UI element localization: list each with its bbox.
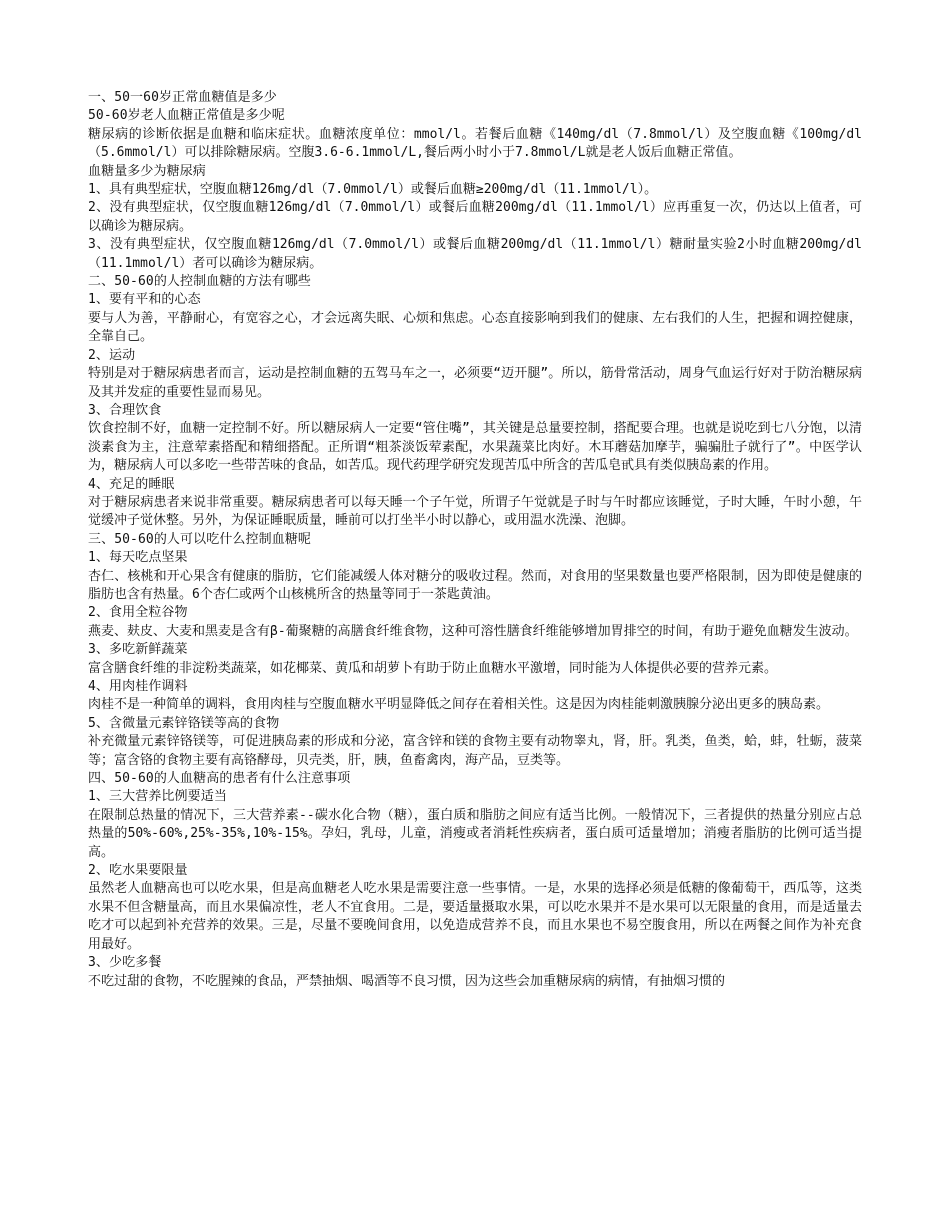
subheading-small-meals: 3、少吃多餐 <box>88 955 162 971</box>
subheading-fruit-limit: 2、吃水果要限量 <box>88 863 188 879</box>
section-heading-4: 四、50-60的人血糖高的患者有什么注意事项 <box>88 771 351 787</box>
subheading-trace-elements: 5、含微量元素锌铬镁等高的食物 <box>88 715 280 731</box>
paragraph-sleep: 对于糖尿病患者来说非常重要。糖尿病患者可以每天睡一个子午觉，所谓子午觉就是子时与午时都应该睡觉，子时大睡，午时小憩，午觉缓冲子觉休整。另外，为保证睡眠质量，睡前可以打坐半小时以静心，或用温水洗澡、泡脚。 <box>88 494 862 529</box>
paragraph-nutrient-ratio: 在限制总热量的情况下，三大营养素--碳水化合物（糖），蛋白质和脂肪之间应有适当比例。一般情况下，三者提供的热量分别应占总热量的50%-60%,25%-35%,10%-15%。孕妇，乳母，儿童，消瘦或者消耗性疾病者，蛋白质可适量增加；消瘦者脂肪的比例可适当提高。 <box>88 807 862 860</box>
paragraph-nuts: 杏仁、核桃和开心果含有健康的脂肪，它们能减缓人体对糖分的吸收过程。然而，对食用的坚果数量也要严格限制，因为即使是健康的脂肪也含有热量。6个杏仁或两个山核桃所含的热量等同于一茶匙黄油。 <box>88 568 862 602</box>
list-item-criteria-3: 3、没有典型症状，仅空腹血糖126mg/dl（7.0mmol/l）或餐后血糖200mg/dl（11.1mmol/l）糖耐量实验2小时血糖200mg/dl（11.1mmol/l）者可以确诊为糖尿病。 <box>88 237 862 271</box>
subheading-diabetes-threshold: 血糖量多少为糖尿病 <box>88 163 206 179</box>
subheading-normal-value: 50-60岁老人血糖正常值是多少呢 <box>88 108 285 124</box>
subheading-nutrient-ratio: 1、三大营养比例要适当 <box>88 789 227 805</box>
subheading-cinnamon: 4、用肉桂作调料 <box>88 679 188 694</box>
paragraph-fruit-limit: 虽然老人血糖高也可以吃水果，但是高血糖老人吃水果是需要注意一些事情。一是，水果的选择必须是低糖的像葡萄干，西瓜等，这类水果不但含糖量高，而且水果偏凉性，老人不宜食用。二是，要适量摄取水果，可以吃水果并不是水果可以无限量的食用，而是适量去吃才可以起到补充营养的效果。三是，尽量不要晚间食用，以免造成营养不良，而且水果也不易空腹食用，所以在两餐之间作为补充食用最好。 <box>88 881 862 952</box>
paragraph-vegetables: 富含膳食纤维的非淀粉类蔬菜，如花椰菜、黄瓜和胡萝卜有助于防止血糖水平激增，同时能为人体提供必要的营养元素。 <box>88 660 778 676</box>
paragraph-trace-elements: 补充微量元素锌铬镁等，可促进胰岛素的形成和分泌，富含锌和镁的食物主要有动物睾丸，肾，肝。乳类，鱼类，蛤，蚌，牡蛎，菠菜等；富含铬的食物主要有高铬酵母，贝壳类，肝，胰，鱼畜禽肉，海产品，豆类等。 <box>88 734 862 768</box>
paragraph-cinnamon: 肉桂不是一种简单的调料，食用肉桂与空腹血糖水平明显降低之间存在着相关性。这是因为肉桂能刺激胰腺分泌出更多的胰岛素。 <box>88 697 830 713</box>
subheading-vegetables: 3、多吃新鲜蔬菜 <box>88 642 188 658</box>
paragraph-small-meals: 不吃过甜的食物，不吃腥辣的食品，严禁抽烟、喝酒等不良习惯，因为这些会加重糖尿病的病情，有抽烟习惯的 <box>88 973 726 989</box>
paragraph-exercise: 特别是对于糖尿病患者而言，运动是控制血糖的五驾马车之一，必须要“迈开腿”。所以，筋骨常活动，周身气血运行好对于防治糖尿病及其并发症的重要性显而易见。 <box>88 366 862 400</box>
subheading-nuts: 1、每天吃点坚果 <box>88 550 188 566</box>
subheading-whole-grains: 2、食用全粒谷物 <box>88 605 188 621</box>
section-heading-3: 三、50-60的人可以吃什么控制血糖呢 <box>88 531 312 547</box>
paragraph-diet: 饮食控制不好，血糖一定控制不好。所以糖尿病人一定要“管住嘴”，其关键是总量要控制，搭配要合理。也就是说吃到七八分饱，以清淡素食为主，注意荤素搭配和精细搭配。正所谓“粗茶淡饭荤素配，水果蔬菜比肉好。木耳蘑菇加摩芋，骗骗肚子就行了”。中医学认为，糖尿病人可以多吃一些带苦味的食品，如苦瓜。现代药理学研究发现苦瓜中所含的苦瓜皂甙具有类似胰岛素的作用。 <box>88 421 862 474</box>
list-item-criteria-2: 2、没有典型症状，仅空腹血糖126mg/dl（7.0mmol/l）或餐后血糖200mg/dl（11.1mmol/l）应再重复一次，仍达以上值者，可以确诊为糖尿病。 <box>88 200 862 234</box>
section-heading-1: 一、50一60岁正常血糖值是多少 <box>88 90 277 105</box>
subheading-diet: 3、合理饮食 <box>88 402 162 418</box>
paragraph-diagnosis: 糖尿病的诊断依据是血糖和临床症状。血糖浓度单位：mmol/l。若餐后血糖《140mg/dl（7.8mmol/l）及空腹血糖《100mg/dl（5.6mmol/l）可以排除糖尿病。空腹3.6-6.1mmol/L,餐后两小时小于7.8mmol/L就是老人饭后血糖正常值。 <box>88 126 862 161</box>
subheading-sleep: 4、充足的睡眠 <box>88 476 175 492</box>
section-heading-2: 二、50-60的人控制血糖的方法有哪些 <box>88 274 312 290</box>
document-page <box>88 89 862 991</box>
paragraph-whole-grains: 燕麦、麸皮、大麦和黑麦是含有β-葡聚糖的高膳食纤维食物，这种可溶性膳食纤维能够增加胃排空的时间，有助于避免血糖发生波动。 <box>88 623 858 639</box>
subheading-calm-mind: 1、要有平和的心态 <box>88 292 201 308</box>
list-item-criteria-1: 1、具有典型症状，空腹血糖126mg/dl（7.0mmol/l）或餐后血糖≥200mg/dl（11.1mmol/l）。 <box>88 182 658 198</box>
paragraph-calm-mind: 要与人为善，平静耐心，有宽容之心，才会远离失眠、心烦和焦虑。心态直接影响到我们的健康、左右我们的人生，把握和调控健康，全靠自己。 <box>88 310 862 345</box>
subheading-exercise: 2、运动 <box>88 347 136 363</box>
